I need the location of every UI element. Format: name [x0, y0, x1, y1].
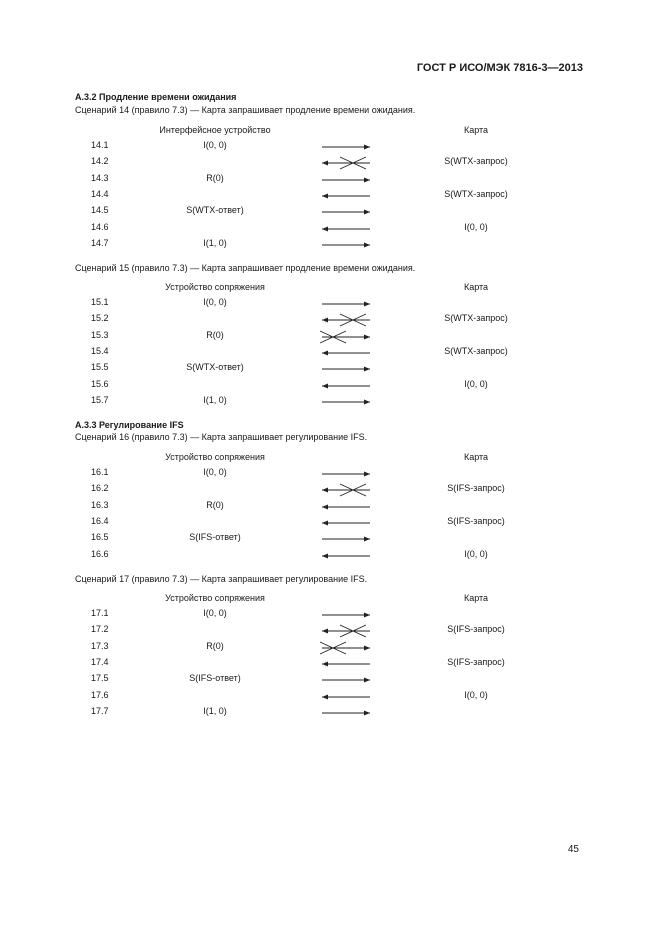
arrow-head [364, 334, 370, 339]
card-message: S(WTX-запрос) [444, 188, 508, 199]
message-arrow-left [319, 312, 373, 328]
arrow-head [322, 383, 328, 388]
message-arrow-left [319, 548, 373, 564]
device-message: I(0, 0) [203, 467, 227, 477]
page-number: 45 [567, 844, 579, 855]
column-header-card: Карта [463, 593, 489, 603]
card-message: S(IFS-запрос) [447, 656, 505, 667]
step-number: 16.1 [91, 467, 109, 477]
device-message: I(1, 0) [203, 237, 227, 248]
step-number: 14.6 [91, 221, 109, 232]
step-number: 16.6 [91, 548, 109, 559]
column-header-device: Устройство сопряжения [165, 452, 265, 462]
device-message: I(0, 0) [203, 140, 227, 150]
step-number: 16.3 [91, 499, 109, 510]
message-arrow-left [319, 378, 373, 394]
message-arrow-right [319, 139, 373, 155]
card-message: S(IFS-запрос) [447, 515, 505, 526]
arrow-head [322, 161, 328, 166]
arrow-head [364, 678, 370, 683]
arrow-head [364, 367, 370, 372]
step-number: 15.7 [91, 394, 109, 405]
arrow-head [364, 645, 370, 650]
arrow-head [364, 302, 370, 307]
column-header-device: Устройство сопряжения [165, 593, 265, 603]
arrow-head [364, 472, 370, 477]
device-message: S(IFS-ответ) [189, 532, 241, 543]
card-message: S(WTX-запрос) [444, 313, 508, 324]
section-heading: А.3.3 Регулирование IFS [75, 420, 184, 430]
arrow-head [322, 520, 328, 525]
step-number: 17.2 [91, 624, 109, 635]
arrow-head [322, 488, 328, 493]
section-heading: А.3.2 Продление времени ожидания [75, 92, 237, 102]
step-number: 17.3 [91, 640, 109, 651]
device-message: R(0) [206, 329, 224, 340]
message-arrow-left [319, 482, 373, 498]
card-message: S(WTX-запрос) [444, 156, 508, 167]
scenario-caption: Сценарий 17 (правило 7.3) — Карта запрашивает регулирование IFS. [75, 574, 368, 584]
card-message: I(0, 0) [464, 378, 488, 389]
arrow-head [364, 145, 370, 150]
step-number: 17.7 [91, 705, 109, 716]
message-arrow-left [319, 345, 373, 361]
step-number: 15.6 [91, 378, 109, 389]
card-message: I(0, 0) [464, 548, 488, 559]
device-message: I(0, 0) [203, 608, 227, 618]
arrow-head [322, 661, 328, 666]
step-number: 15.5 [91, 362, 109, 373]
standard-header: ГОСТ Р ИСО/МЭК 7816-3—2013 [416, 62, 583, 74]
scenario-caption: Сценарий 16 (правило 7.3) — Карта запрашивает регулирование IFS. [75, 432, 368, 442]
step-number: 14.5 [91, 205, 109, 216]
arrow-head [322, 504, 328, 509]
card-message: S(IFS-запрос) [447, 624, 505, 635]
arrow-head [322, 350, 328, 355]
card-message: S(WTX-запрос) [444, 345, 508, 356]
step-number: 16.5 [91, 532, 109, 543]
message-arrow-left [319, 515, 373, 531]
device-message: R(0) [206, 640, 224, 651]
device-message: I(1, 0) [203, 394, 227, 405]
step-number: 14.3 [91, 172, 109, 183]
device-message: S(WTX-ответ) [186, 205, 244, 216]
step-number: 15.2 [91, 313, 109, 324]
arrow-head [322, 318, 328, 323]
message-arrow-right [319, 296, 373, 312]
step-number: 14.7 [91, 237, 109, 248]
step-number: 16.2 [91, 483, 109, 494]
arrow-head [364, 537, 370, 542]
message-arrow-left [319, 689, 373, 705]
device-message: I(0, 0) [203, 297, 227, 307]
device-message: I(1, 0) [203, 705, 227, 716]
step-number: 17.1 [91, 608, 109, 618]
card-message: I(0, 0) [464, 689, 488, 700]
message-arrow-left [319, 499, 373, 515]
arrow-head [322, 553, 328, 558]
step-number: 14.4 [91, 188, 109, 199]
column-header-device: Устройство сопряжения [165, 282, 265, 292]
step-number: 15.4 [91, 345, 109, 356]
arrow-head [322, 193, 328, 198]
arrow-head [364, 613, 370, 618]
message-arrow-right [319, 705, 373, 721]
arrow-head [322, 629, 328, 634]
message-arrow-right [319, 394, 373, 410]
step-number: 17.6 [91, 689, 109, 700]
message-arrow-right [319, 607, 373, 623]
device-message: R(0) [206, 499, 224, 510]
step-number: 17.5 [91, 673, 109, 684]
column-header-card: Карта [463, 452, 489, 462]
message-arrow-right [319, 237, 373, 253]
arrow-head [322, 226, 328, 231]
message-arrow-right [319, 466, 373, 482]
message-arrow-left [319, 188, 373, 204]
message-arrow-left [319, 656, 373, 672]
arrow-head [322, 694, 328, 699]
message-arrow-left [319, 155, 373, 171]
device-message: S(IFS-ответ) [189, 673, 241, 684]
device-message: S(WTX-ответ) [186, 362, 244, 373]
message-arrow-left [319, 221, 373, 237]
card-message: S(IFS-запрос) [447, 483, 505, 494]
message-arrow-right [319, 329, 373, 345]
message-arrow-right [319, 640, 373, 656]
message-arrow-right [319, 204, 373, 220]
card-message: I(0, 0) [464, 221, 488, 232]
step-number: 17.4 [91, 656, 109, 667]
message-arrow-left [319, 623, 373, 639]
step-number: 15.3 [91, 329, 109, 340]
message-arrow-right [319, 531, 373, 547]
step-number: 14.2 [91, 156, 109, 167]
scenario-caption: Сценарий 15 (правило 7.3) — Карта запрашивает продление времени ожидания. [75, 263, 416, 273]
step-number: 16.4 [91, 515, 109, 526]
arrow-head [364, 242, 370, 247]
step-number: 14.1 [91, 140, 109, 150]
device-message: R(0) [206, 172, 224, 183]
column-header-card: Карта [463, 125, 489, 135]
arrow-head [364, 177, 370, 182]
arrow-head [364, 710, 370, 715]
message-arrow-right [319, 172, 373, 188]
message-arrow-right [319, 672, 373, 688]
step-number: 15.1 [91, 297, 109, 307]
scenario-caption: Сценарий 14 (правило 7.3) — Карта запрашивает продление времени ожидания. [75, 105, 416, 115]
column-header-device: Интерфейсное устройство [159, 125, 271, 135]
message-arrow-right [319, 361, 373, 377]
arrow-head [364, 210, 370, 215]
column-header-card: Карта [463, 282, 489, 292]
arrow-head [364, 399, 370, 404]
